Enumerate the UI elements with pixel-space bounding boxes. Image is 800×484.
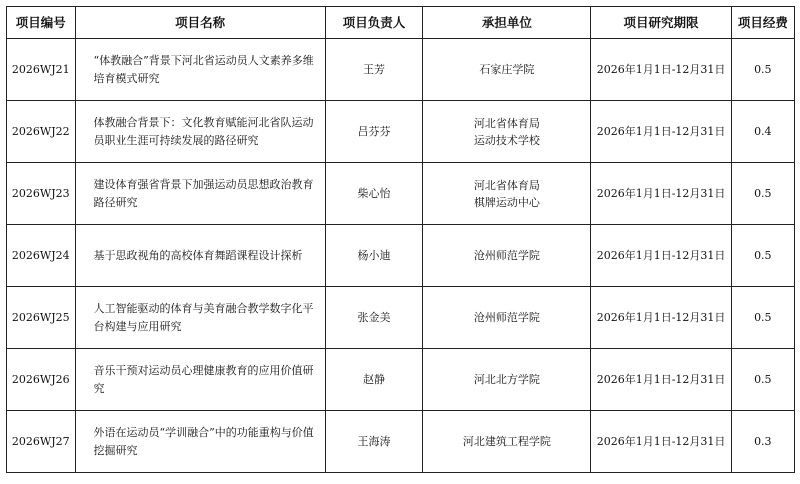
table-row xyxy=(7,163,795,225)
cell-project-leader: 张金美 xyxy=(325,287,423,349)
cell-project-id: 2026WJ23 xyxy=(7,163,76,225)
table-row xyxy=(7,39,795,101)
table-row xyxy=(7,349,795,411)
cell-project-leader: 王芳 xyxy=(325,39,423,101)
unit-line: 沧州师范学院 xyxy=(473,311,540,324)
header-unit: 承担单位 xyxy=(423,7,591,39)
cell-unit xyxy=(423,101,591,163)
unit-line: 河北省体育局 xyxy=(473,178,540,192)
cell-unit xyxy=(423,411,591,473)
header-funding: 项目经费 xyxy=(731,7,794,39)
cell-period: 2026年1月1日-12月31日 xyxy=(591,287,731,349)
unit-line: 沧州师范学院 xyxy=(473,249,540,262)
cell-period: 2026年1月1日-12月31日 xyxy=(591,349,731,411)
header-project-leader: 项目负责人 xyxy=(325,7,423,39)
unit-line: 河北建筑工程学院 xyxy=(462,435,551,448)
table-row xyxy=(7,101,795,163)
cell-project-id: 2026WJ26 xyxy=(7,349,76,411)
cell-unit xyxy=(423,349,591,411)
cell-project-leader: 柴心怡 xyxy=(325,163,423,225)
cell-funding: 0.5 xyxy=(731,225,794,287)
cell-project-name: 人工智能驱动的体育与美育融合教学数字化平台构建与应用研究 xyxy=(75,287,325,349)
cell-project-id: 2026WJ24 xyxy=(7,225,76,287)
cell-unit xyxy=(423,39,591,101)
cell-project-leader: 吕芬芬 xyxy=(325,101,423,163)
cell-project-name: 外语在运动员“学训融合”中的功能重构与价值挖掘研究 xyxy=(75,411,325,473)
cell-project-leader: 赵静 xyxy=(325,349,423,411)
unit-line: 棋牌运动中心 xyxy=(473,195,540,209)
table-row xyxy=(7,411,795,473)
cell-project-leader: 王海涛 xyxy=(325,411,423,473)
cell-funding: 0.5 xyxy=(731,287,794,349)
cell-project-id: 2026WJ22 xyxy=(7,101,76,163)
cell-unit xyxy=(423,225,591,287)
cell-funding: 0.5 xyxy=(731,163,794,225)
header-period: 项目研究期限 xyxy=(591,7,731,39)
cell-period: 2026年1月1日-12月31日 xyxy=(591,225,731,287)
table-row xyxy=(7,225,795,287)
cell-project-name: 基于思政视角的高校体育舞蹈课程设计探析 xyxy=(75,225,325,287)
cell-period: 2026年1月1日-12月31日 xyxy=(591,101,731,163)
header-project-id: 项目编号 xyxy=(7,7,76,39)
cell-unit xyxy=(423,163,591,225)
project-table-container xyxy=(6,6,795,473)
cell-project-name: 建设体育强省背景下加强运动员思想政治教育路径研究 xyxy=(75,163,325,225)
cell-project-name: 音乐干预对运动员心理健康教育的应用价值研究 xyxy=(75,349,325,411)
unit-line: 河北北方学院 xyxy=(473,373,540,386)
table-row xyxy=(7,287,795,349)
cell-period: 2026年1月1日-12月31日 xyxy=(591,39,731,101)
cell-funding: 0.4 xyxy=(731,101,794,163)
cell-funding: 0.5 xyxy=(731,39,794,101)
cell-funding: 0.5 xyxy=(731,349,794,411)
table-header-row xyxy=(7,7,795,39)
unit-line: 运动技术学校 xyxy=(473,133,540,147)
unit-line: 河北省体育局 xyxy=(473,116,540,130)
project-table xyxy=(6,6,795,473)
cell-project-id: 2026WJ25 xyxy=(7,287,76,349)
cell-project-name: 体教融合背景下：文化教育赋能河北省队运动员职业生涯可持续发展的路径研究 xyxy=(75,101,325,163)
cell-funding: 0.3 xyxy=(731,411,794,473)
cell-project-id: 2026WJ27 xyxy=(7,411,76,473)
cell-project-leader: 杨小迪 xyxy=(325,225,423,287)
cell-period: 2026年1月1日-12月31日 xyxy=(591,411,731,473)
unit-line: 石家庄学院 xyxy=(479,63,535,76)
cell-period: 2026年1月1日-12月31日 xyxy=(591,163,731,225)
cell-unit xyxy=(423,287,591,349)
cell-project-id: 2026WJ21 xyxy=(7,39,76,101)
cell-project-name: “体教融合”背景下河北省运动员人文素养多维培育模式研究 xyxy=(75,39,325,101)
header-project-name: 项目名称 xyxy=(75,7,325,39)
